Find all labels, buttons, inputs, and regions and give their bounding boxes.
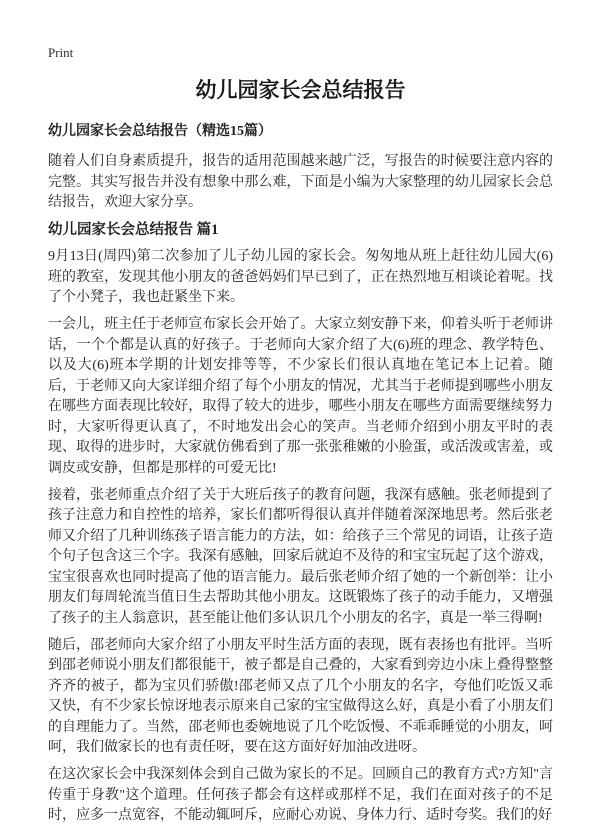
body-paragraph-3: 接着，张老师重点介绍了关于大班后孩子的教育问题，我深有感触。张老师提到了孩子注意力和自控性的培养，家长们都听得很认真并伴随着深深地思考。然后张老师又介绍了几种训练孩子语言能力的方法，如：给孩子三个常见的词语，让孩子造个句子包含这三个字。我深有感触，回家后就迫不及待的和宝宝玩起了这个游戏，宝宝很喜欢也同时提高了他的语言能力。最后张老师介绍了她的一个新创举：让小朋友们每周轮流当值日生去帮助其他小朋友。这既锻炼了孩子的动手能力，又增强了孩子的主人翁意识，甚至能让他们多认识几个小朋友的名字，真是一举三得啊! (48, 487, 553, 626)
body-paragraph-5: 在这次家长会中我深刻体会到自己做为家长的不足。回顾自己的教育方式?方知"言传重于身教"这个道理。任何孩子都会有这样或那样不足，我们在面对孩子的不足时，应多一点宽容，不能动辄呵斥，应耐心劝说、身体力行、适时夸奖。我们的好 (48, 767, 553, 823)
section-heading-part1: 幼儿园家长会总结报告 篇1 (48, 222, 219, 238)
page-title: 幼儿园家长会总结报告 (195, 78, 406, 102)
print-link[interactable]: Print (48, 45, 74, 60)
body-paragraph-2: 一会儿，班主任于老师宣布家长会开始了。大家立刻安静下来，仰着头听于老师讲话，一个个都是认真的好孩子。于老师向大家介绍了大(6)班的理念、教学特色、以及大(6)班本学期的计划安排等等，不少家长们很认真地在笔记本上记着。随后，于老师又向大家详细介绍了每个小朋友的情况，尤其当于老师提到哪些小朋友在哪些方面表现比较好，取得了较大的进步，哪些小朋友在哪些方面需要继续努力时，大家听得更认真了，不时地发出会心的笑声。当老师介绍到小朋友平时的表现、取得的进步时，大家就仿佛看到了那一张张稚嫩的小脸蛋，或活泼或害羞，或调皮或安静，但都是那样的可爱无比! (48, 317, 553, 476)
document-subtitle: 幼儿园家长会总结报告（精选15篇） (48, 124, 272, 139)
intro-paragraph: 随着人们自身素质提升，报告的适用范围越来越广泛，写报告的时候要注意内容的完整。其实写报告并没有想象中那么难，下面是小编为大家整理的幼儿园家长会总结报告，欢迎大家分享。 (48, 154, 553, 210)
body-paragraph-1: 9月13日(周四)第二次参加了儿子幼儿园的家长会。匆匆地从班上赶往幼儿园大(6)班的教室，发现其他小朋友的爸爸妈妈们早已到了，正在热烈地互相谈论着呢。找了个小凳子，我也赶紧坐下来。 (48, 249, 553, 305)
body-paragraph-4: 随后，邵老师向大家介绍了小朋友平时生活方面的表现，既有表扬也有批评。当听到邵老师说小朋友们都很能干，被子都是自己叠的，大家看到旁边小床上叠得整整齐齐的被子，都为宝贝们骄傲!邵老师又点了几个小朋友的名字，夸他们吃饭又乖又快，有不少家长惊讶地表示原来自己家的宝宝做得这么好，真是小看了小朋友们的自理能力了。当然，邵老师也委婉地说了几个吃饭慢、不乖乖睡觉的小朋友，呵呵，我们做家长的也有责任呀，要在这方面好好加油改进呀。 (48, 637, 553, 755)
